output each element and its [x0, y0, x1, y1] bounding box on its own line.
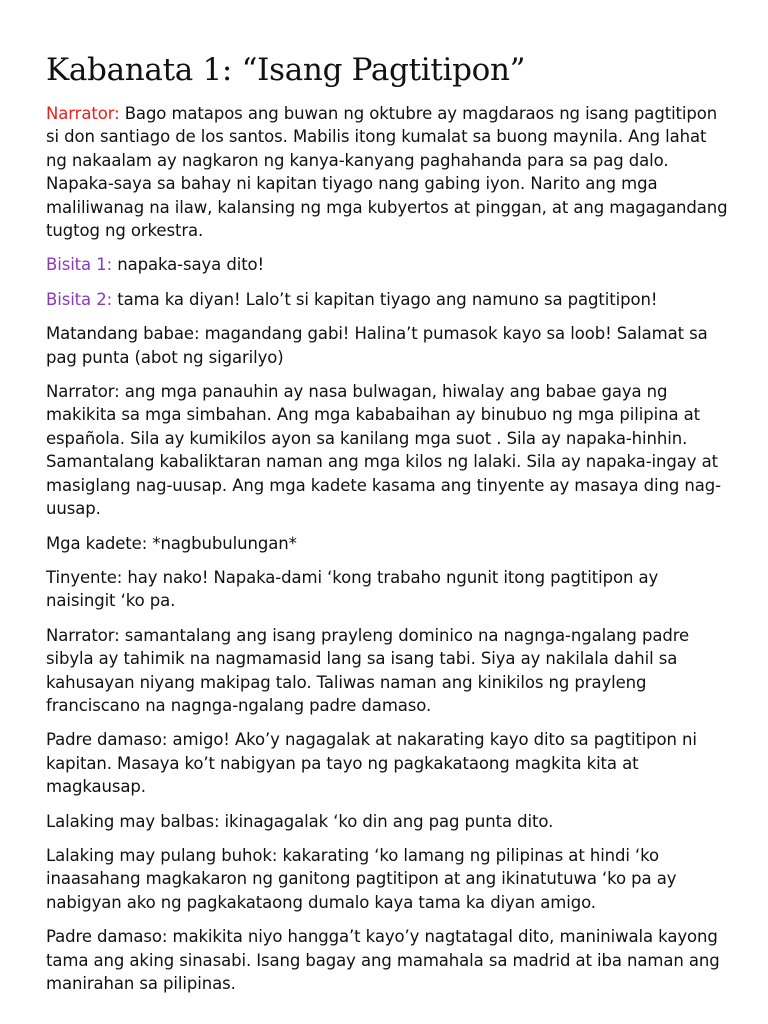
- paragraph-narrator-bulwagan: Narrator: ang mga panauhin ay nasa bulwagan, hiwalay ang babae gaya ng makikita sa mga simbahan. Ang mga kababaihan ay binubuo ng mga pilipina at española. Sila ay kumikilos ayon sa kanilang mga suot . Sila ay napaka-hinhin. Samantalang kabaliktaran naman ang mga kilos ng lalaki. Sila ay napaka-ingay at masiglang nag-uusap. Ang mga kadete kasama ang tinyente ay masaya ding nag-uusap.: [46, 382, 721, 519]
- paragraph-mga-kadete: Mga kadete: *nagbubulungan*: [46, 533, 297, 553]
- paragraph-bisita-2: [46, 288, 728, 311]
- paragraph-padre-damaso-2: Padre damaso: makikita niyo hangga’t kayo’y nagtatagal dito, maniniwala kayong tama ang aking sinasabi. Isang bagay ang mamahala sa madrid at iba naman ang manirahan sa pilipinas.: [46, 927, 720, 993]
- paragraph-bisita-1: [46, 253, 728, 276]
- paragraph-text: tama ka diyan! Lalo’t si kapitan tiyago ang namuno sa pagtitipon!: [112, 289, 658, 309]
- speaker-label-bisita-2: Bisita 2:: [46, 289, 113, 309]
- paragraph-padre-damaso-1: Padre damaso: amigo! Ako’y nagagalak at nakarating kayo dito sa pagtitipon ni kapitan. Masaya ko’t nabigyan pa tayo ng pagkakataong magkita kita at magkausap.: [46, 730, 697, 797]
- paragraph-text: napaka-saya dito!: [112, 255, 265, 275]
- paragraph-narrator-prayle: Narrator: samantalang ang isang prayleng dominico na nagnga-ngalang padre sibyla ay tahimik na nagmamasid lang sa isang tabi. Siya ay nakilala dahil sa kahusayan niyang makipag talo. Taliwas naman ang kinikilos ng prayleng franciscano na nagnga-ngalang padre damaso.: [46, 625, 690, 715]
- paragraph-lalaking-balbas: Lalaking may balbas: ikinagagalak ‘ko din ang pag punta dito.: [46, 811, 554, 831]
- paragraph-tinyente: Tinyente: hay nako! Napaka-dami ‘kong trabaho ngunit itong pagtitipon ay naisingit ‘ko pa.: [46, 567, 659, 611]
- paragraph-lalaking-pulang-buhok: Lalaking may pulang buhok: kakarating ‘ko lamang ng pilipinas at hindi ‘ko inaasahang magkakaron ng ganitong pagtitipon at ang ikinatutuwa ‘ko pa ay nabigyan ako ng pagkakataong dumalo kaya tama ka diyan amigo.: [46, 845, 677, 912]
- speaker-label-narrator: Narrator:: [46, 104, 120, 123]
- paragraph-narrator-intro: [46, 102, 728, 242]
- paragraph-matandang-babae: Matandang babae: magandang gabi! Halina’t pumasok kayo sa loob! Salamat sa pag punta (abot ng sigarilyo): [46, 324, 708, 367]
- paragraph-text: Bago matapos ang buwan ng oktubre ay magdaraos ng isang pagtitipon si don santiago de los santos. Mabilis itong kumalat sa buong maynila. Ang lahat ng nakaalam ay nagkaron ng kanya-kanyang paghahanda para sa pag dalo. Napaka-saya sa bahay ni kapitan tiyago nang gabing iyon. Narito ang mga maliliwanag na ilaw, kalansing ng mga kubyertos at pinggan, at ang magagandang tugtog ng orkestra.: [46, 104, 728, 241]
- chapter-title: Kabanata 1: “Isang Pagtitipon”: [46, 52, 526, 88]
- speaker-label-bisita-1: Bisita 1:: [46, 255, 113, 275]
